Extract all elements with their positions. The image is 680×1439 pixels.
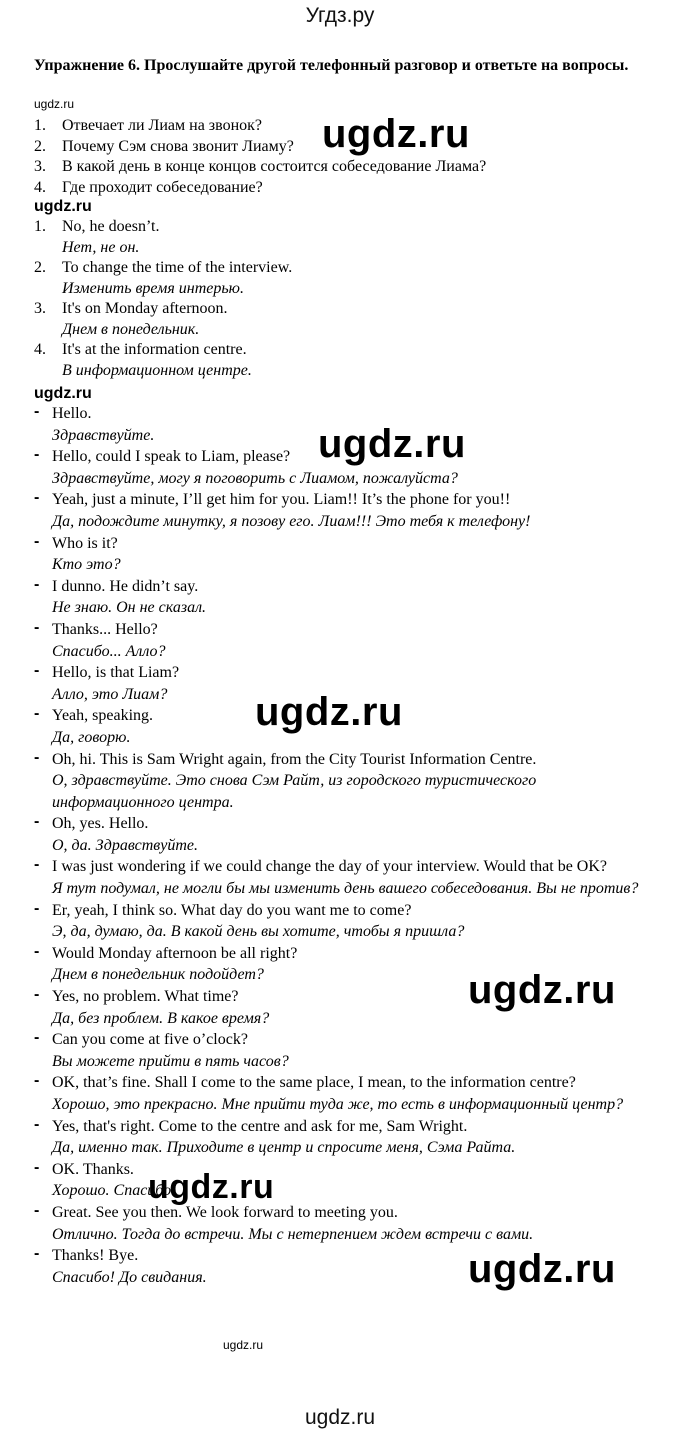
dialog-line: - Can you come at five o’clock? Вы можете прийти в пять часов? [34, 1029, 289, 1070]
dialog-line: - Hello, could I speak to Liam, please? Здравствуйте, могу я поговорить с Лиамом, пожалуйста? [34, 446, 458, 487]
list-item: 3. В какой день в конце концов состоится собеседование Лиама? [34, 158, 487, 175]
dialog-line: - Would Monday afternoon be all right? Днем в понедельник подойдет? [34, 942, 298, 984]
dialog-line: - Great. See you then. We look forward to meeting you. Отлично. Тогда до встречи. Мы с нетерпением ждем встречи с вами. [34, 1201, 534, 1243]
watermark-large: ugdz.ru [318, 422, 466, 466]
watermark-large: ugdz.ru [468, 968, 616, 1012]
site-footer: ugdz.ru [304, 1406, 376, 1429]
dialog-line: - Hello, is that Liam? Алло, это Лиам? [34, 662, 180, 703]
dialog-line: - Yeah, just a minute, I’ll get him for you. Liam!! It’s the phone for you!! Да, подождите минутку, я позову его. Лиам!!! Это тебя к телефону! [34, 489, 531, 530]
watermark-medium: ugdz.ru [148, 1168, 275, 1206]
list-item: 3. It's on Monday afternoon. Днем в понедельник. [34, 300, 228, 338]
list-item: 2. Почему Сэм снова звонит Лиаму? [34, 137, 294, 155]
answers-list [34, 217, 654, 381]
exercise-heading: Упражнение 6. Прослушайте другой телефонный разговор и ответьте на вопросы. [34, 57, 629, 74]
dialog-line: - Thanks... Hello? Спасибо... Алло? [34, 618, 166, 660]
site-title: Угдз.ру [305, 4, 375, 27]
watermark-small: ugdz.ru [223, 1338, 264, 1352]
dialog-line: - Oh, hi. This is Sam Wright again, from the City Tourist Information Centre. О, здравствуйте. Это снова Сэм Райт, из городского туристического информационного центра. [34, 748, 537, 811]
watermark-label: ugdz.ru [34, 198, 92, 215]
list-item: 4. It's at the information centre. В информационном центре. [34, 341, 252, 379]
dialog-list [34, 403, 644, 1288]
list-item: 4. Где проходит собеседование? [34, 178, 263, 196]
dialog-line: - Yes, no problem. What time? Да, без проблем. В какое время? [34, 986, 270, 1027]
watermark-large: ugdz.ru [322, 112, 470, 156]
dialog-line: - Who is it? Кто это? [34, 532, 121, 574]
dialog-line: - Oh, yes. Hello. О, да. Здравствуйте. [34, 813, 198, 854]
dialog-line: - Hello. Здравствуйте. [34, 403, 155, 444]
watermark-large: ugdz.ru [468, 1247, 616, 1291]
watermark-small: ugdz.ru [34, 97, 75, 111]
watermark-label: ugdz.ru [34, 385, 92, 402]
dialog-line: - Thanks! Bye. Спасибо! До свидания. [34, 1245, 207, 1286]
dialog-line: - I dunno. He didn’t say. Не знаю. Он не сказал. [34, 575, 207, 617]
list-item: 1. No, he doesn’t. Нет, не он. [34, 218, 160, 256]
dialog-line: - Yeah, speaking. Да, говорю. [34, 705, 154, 746]
dialog-line: - OK, that’s fine. Shall I come to the same place, I mean, to the information centre? Хорошо, это прекрасно. Мне прийти туда же, то есть в информационный центр? [34, 1072, 624, 1113]
list-item: 1. Отвечает ли Лиам на звонок? [34, 117, 263, 134]
dialog-line: - Er, yeah, I think so. What day do you want me to come? Э, да, думаю, да. В какой день вы хотите, чтобы я пришла? [34, 899, 465, 941]
dialog-line: - I was just wondering if we could change the day of your interview. Would that be OK? Я тут подумал, не могли бы мы изменить день вашего собеседования. Вы не против? [34, 856, 639, 898]
dialog-line: - Yes, that's right. Come to the centre and ask for me, Sam Wright. Да, именно так. Приходите в центр и спросите меня, Сэма Райта. [34, 1115, 516, 1157]
dialog-line: - OK. Thanks. Хорошо. Спасибо. [34, 1158, 176, 1200]
watermark-large: ugdz.ru [255, 690, 403, 734]
list-item: 2. To change the time of the interview. Изменить время интерью. [34, 259, 293, 297]
